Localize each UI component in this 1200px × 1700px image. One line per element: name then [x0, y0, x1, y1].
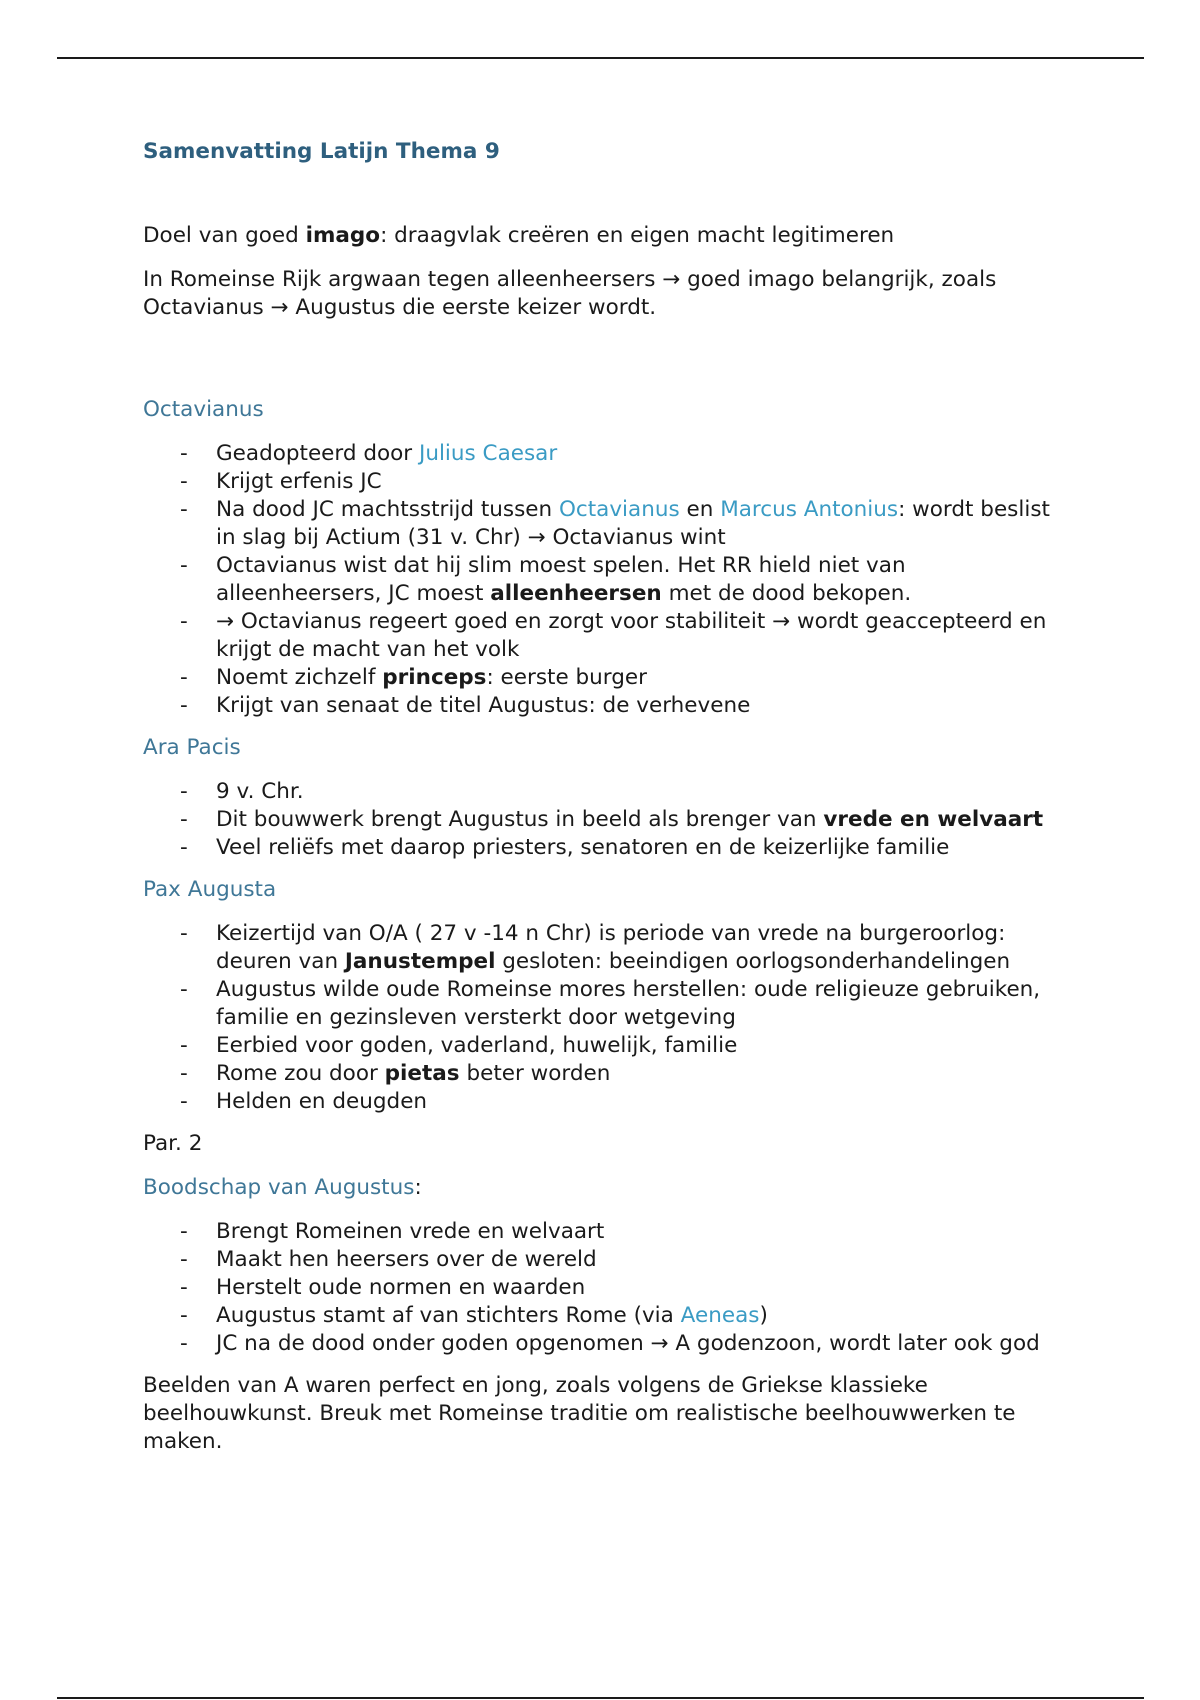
- bold-term: pietas: [384, 1061, 460, 1086]
- bullet-list: [143, 778, 1063, 862]
- text-run: In Romeinse Rijk argwaan tegen alleenheersers → goed imago belangrijk, zoals Octavianus → Augustus die eerste keizer wordt.: [143, 267, 997, 320]
- dash-bullet-icon: -: [180, 497, 188, 522]
- text-run: Rome zou door: [216, 1061, 385, 1086]
- reference-link: Julius Caesar: [418, 441, 558, 466]
- dash-bullet-icon: -: [180, 977, 188, 1002]
- text-run: Brengt Romeinen vrede en welvaart: [216, 1219, 605, 1244]
- list-item: [143, 1088, 1063, 1116]
- document-title: Samenvatting Latijn Thema 9: [143, 139, 500, 164]
- dash-bullet-icon: -: [180, 1033, 188, 1058]
- list-item: [143, 1302, 1063, 1330]
- document-body: [143, 138, 1063, 1472]
- bullet-list: [143, 1218, 1063, 1358]
- dash-bullet-icon: -: [180, 609, 188, 634]
- bold-term: vrede en welvaart: [823, 807, 1044, 832]
- dash-bullet-icon: -: [180, 469, 188, 494]
- text-run: Helden en deugden: [216, 1089, 428, 1114]
- list-item: [143, 834, 1063, 862]
- text-run: Herstelt oude normen en waarden: [216, 1275, 586, 1300]
- sections: [143, 396, 1063, 1358]
- header-rule: [57, 57, 1144, 59]
- list-item: [143, 692, 1063, 720]
- dash-bullet-icon: -: [180, 835, 188, 860]
- list-item: [143, 806, 1063, 834]
- text-run: Eerbied voor goden, vaderland, huwelijk, familie: [216, 1033, 738, 1058]
- dash-bullet-icon: -: [180, 1275, 188, 1300]
- list-item: [143, 778, 1063, 806]
- list-item: [143, 1246, 1063, 1274]
- text-run: Krijgt van senaat de titel Augustus: de verhevene: [216, 693, 751, 718]
- heading-text: Ara Pacis: [143, 735, 241, 760]
- spacer: [143, 338, 1063, 396]
- text-run: Krijgt erfenis JC: [216, 469, 382, 494]
- text-run: : eerste burger: [486, 665, 647, 690]
- dash-bullet-icon: -: [180, 1219, 188, 1244]
- dash-bullet-icon: -: [180, 1089, 188, 1114]
- list-item: [143, 920, 1063, 976]
- section-heading: [143, 876, 1063, 904]
- text-run: Augustus wilde oude Romeinse mores herstellen: oude religieuze gebruiken, familie en gezinsleven versterkt door wetgeving: [216, 977, 1041, 1030]
- text-run: Doel van goed: [143, 223, 306, 248]
- text-run: Dit bouwwerk brengt Augustus in beeld als brenger van: [216, 807, 824, 832]
- closing-paragraph: [143, 1372, 1063, 1456]
- list-item: [143, 1032, 1063, 1060]
- dash-bullet-icon: -: [180, 693, 188, 718]
- bold-term: princeps: [382, 665, 487, 690]
- text-run: ): [759, 1303, 768, 1328]
- dash-bullet-icon: -: [180, 921, 188, 946]
- list-item: [143, 552, 1063, 608]
- text-run: Veel reliëfs met daarop priesters, senatoren en de keizerlijke familie: [216, 835, 950, 860]
- text-run: en: [679, 497, 721, 522]
- list-item: [143, 1060, 1063, 1088]
- dash-bullet-icon: -: [180, 1303, 188, 1328]
- text-run: Beelden van A waren perfect en jong, zoals volgens de Griekse klassieke beelhouwkunst. Breuk met Romeinse traditie om realistische beelhouwwerken te maken.: [143, 1373, 1016, 1454]
- bold-term: alleenheersen: [490, 581, 662, 606]
- heading-text: Pax Augusta: [143, 877, 277, 902]
- dash-bullet-icon: -: [180, 665, 188, 690]
- text-run: Par. 2: [143, 1131, 203, 1156]
- bullet-list: [143, 440, 1063, 720]
- list-item: [143, 468, 1063, 496]
- dash-bullet-icon: -: [180, 1061, 188, 1086]
- list-item: [143, 1330, 1063, 1358]
- paragraph-label: [143, 1130, 1063, 1158]
- text-run: Octavianus wist dat hij slim moest spelen. Het RR hield niet van alleenheersers, JC moest: [216, 553, 906, 606]
- text-run: gesloten: beeindigen oorlogsonderhandelingen: [495, 949, 1011, 974]
- heading-text: Octavianus: [143, 397, 264, 422]
- text-run: → Octavianus regeert goed en zorgt voor stabiliteit → wordt geaccepteerd en krijgt de macht van het volk: [216, 609, 1047, 662]
- list-item: [143, 976, 1063, 1032]
- dash-bullet-icon: -: [180, 1247, 188, 1272]
- section-heading: [143, 1174, 1063, 1202]
- bold-term: imago: [305, 223, 381, 248]
- text-run: Keizertijd van O/A ( 27 v -14 n Chr) is periode van vrede na burgeroorlog: deuren van: [216, 921, 1006, 974]
- footer-rule: [57, 1697, 1144, 1699]
- text-run: met de dood bekopen.: [661, 581, 912, 606]
- list-item: [143, 496, 1063, 552]
- text-run: Maakt hen heersers over de wereld: [216, 1247, 597, 1272]
- text-run: Geadopteerd door: [216, 441, 419, 466]
- text-run: Noemt zichzelf: [216, 665, 383, 690]
- intro: [143, 222, 1063, 322]
- reference-link: Marcus Antonius: [720, 497, 899, 522]
- text-run: : wordt beslist in slag bij Actium (31 v. Chr) → Octavianus wint: [216, 497, 1050, 550]
- list-item: [143, 1274, 1063, 1302]
- dash-bullet-icon: -: [180, 441, 188, 466]
- dash-bullet-icon: -: [180, 807, 188, 832]
- list-item: [143, 608, 1063, 664]
- dash-bullet-icon: -: [180, 1331, 188, 1356]
- dash-bullet-icon: -: [180, 553, 188, 578]
- text-run: JC na de dood onder goden opgenomen → A godenzoon, wordt later ook god: [216, 1331, 1040, 1356]
- dash-bullet-icon: -: [180, 779, 188, 804]
- intro-paragraph: [143, 222, 1063, 250]
- reference-link: Aeneas: [680, 1303, 760, 1328]
- intro-paragraph: [143, 266, 1063, 322]
- bullet-list: [143, 920, 1063, 1116]
- reference-link: Octavianus: [558, 497, 680, 522]
- text-run: Augustus stamt af van stichters Rome (via: [216, 1303, 681, 1328]
- heading-text: Boodschap van Augustus: [143, 1175, 415, 1200]
- list-item: [143, 440, 1063, 468]
- heading-text: :: [414, 1175, 422, 1200]
- text-run: Na dood JC machtsstrijd tussen: [216, 497, 559, 522]
- list-item: [143, 664, 1063, 692]
- bold-term: Janustempel: [344, 949, 496, 974]
- list-item: [143, 1218, 1063, 1246]
- text-run: 9 v. Chr.: [216, 779, 304, 804]
- section-heading: [143, 396, 1063, 424]
- text-run: : draagvlak creëren en eigen macht legitimeren: [380, 223, 895, 248]
- text-run: beter worden: [459, 1061, 611, 1086]
- section-heading: [143, 734, 1063, 762]
